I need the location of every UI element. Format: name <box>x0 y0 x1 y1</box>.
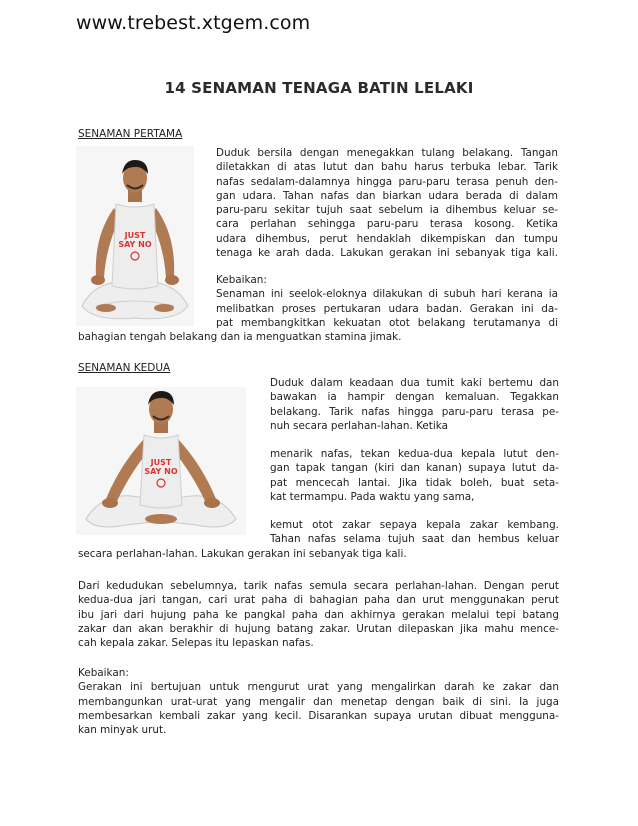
text-line: kan minyak urut. <box>78 724 167 737</box>
text-line: nuh secara perlahan-lahan. Ketika <box>270 419 448 432</box>
text-line: membangunkan urat-urat yang mengalir dan menetap dengan baik di sini. Ia juga <box>78 695 559 708</box>
kebaikan-label: Kebaikan: <box>78 667 129 679</box>
text-line: membesarkan kembali zakar yang kecil. Disarankan supaya urutan dibuat mengguna- <box>78 709 559 722</box>
text-line: kat termampu. Pada waktu yang sama, <box>270 490 475 503</box>
text-line: Gerakan ini bertujuan untuk rnengurut urat yang mengalirkan darah ke zakar dan <box>78 681 559 694</box>
text-line: Tahan nafas selama tujuh saat dan hembus keluar <box>270 533 559 546</box>
text-line: diletakkan di atas lutut dan bahu harus terbuka lebar. Tarik <box>216 161 558 174</box>
shirt-print-say-no: SAY NO <box>144 467 178 476</box>
section2-paragraph2 <box>78 579 559 650</box>
shirt-print-say-no: SAY NO <box>118 240 152 249</box>
section2-kebaikan <box>78 666 559 737</box>
watermark-url: www.trebest.xtgem.com <box>76 12 311 34</box>
kebaikan-label: Kebaikan: <box>216 274 267 286</box>
text-line: Senaman ini seelok-eloknya dilakukan di subuh hari kerana ia <box>216 288 558 301</box>
text-line: bawakan ia hampir dengan kemaluan. Tegakkan <box>270 391 559 404</box>
text-line: kedua-dua jari tangan, cari urat paha di bahagian paha dan urut menggunakan perut <box>78 594 559 607</box>
section-heading-pertama: SENAMAN PERTAMA <box>78 128 183 140</box>
text-line: cah kepala zakar. Selepas itu lepaskan nafas. <box>78 637 314 650</box>
text-line: ibu jari dari hujung paha ke pangkal paha dan akhirnya gerakan melalui tepi batang <box>78 608 559 621</box>
section1-kebaikan <box>216 273 558 330</box>
text-line: gan udara. Tahan nafas dan biarkan udara berada di dalam <box>216 189 558 202</box>
text-line: Dari kedudukan sebelumnya, tarik nafas semula secara perlahan-lahan. Dengan perut <box>78 580 559 592</box>
text-line: pat membangkitkan kekuatan otot belakang terutamanya di <box>216 316 558 329</box>
section1-kebaikan-tail <box>78 330 478 344</box>
text-line: belakang. Tarik nafas hingga paru-paru terasa pe- <box>270 405 559 418</box>
photo-butterfly-pose <box>76 387 246 535</box>
text-line: paru-paru sekitar tujuh saat sebelum ia dihembus keluar se- <box>216 204 558 217</box>
text-line: cara perlahan sehingga paru-paru terasa kosong. Ketika <box>216 218 558 231</box>
section-heading-kedua: SENAMAN KEDUA <box>78 362 171 374</box>
text-line: tenaga ke arah dada. Lakukan gerakan ini sebanyak tiga kali. <box>216 247 558 260</box>
section2-block3 <box>270 518 559 547</box>
section1-instructions <box>216 146 558 260</box>
text-line: bahagian tengah belakang dan ia menguatkan stamina jimak. <box>78 331 402 343</box>
text-line: menarik nafas, tekan kedua-dua kepala lutut den- <box>270 448 559 460</box>
page-title: 14 SENAMAN TENAGA BATIN LELAKI <box>164 79 474 97</box>
text-line: nafas sedalam-dalamnya hingga paru-paru terasa penuh den- <box>216 175 558 188</box>
text-line: Duduk bersila dengan menegakkan tulang belakang. Tangan <box>216 147 558 159</box>
text-line: udara dihembus, perut hendaklah dikempiskan dan tumpu <box>216 232 558 245</box>
text-line: secara perlahan-lahan. Lakukan gerakan ini sebanyak tiga kali. <box>78 548 407 560</box>
text-line: kemut otot zakar sepaya kepala zakar kembang. <box>270 519 559 531</box>
text-line: pat mencecah lantai. Jika tidak boleh, buat seta- <box>270 476 559 489</box>
section2-block1 <box>270 376 559 433</box>
photo-cross-legged-pose <box>76 146 194 326</box>
section2-block2 <box>270 447 559 504</box>
text-line: Duduk dalam keadaan dua tumit kaki bertemu dan <box>270 377 559 389</box>
text-line: zakar dan akan berakhir di hujung batang zakar. Urutan dilepaskan jika mahu mence- <box>78 622 559 635</box>
text-line: gan tapak tangan (kiri dan kanan) supaya lutut da- <box>270 462 559 475</box>
text-line: melibatkan proses pertukaran udara badan. Gerakan ini da- <box>216 302 558 315</box>
shirt-print-just: JUST <box>150 458 172 467</box>
section2-block3-tail <box>78 547 478 561</box>
shirt-print-just: JUST <box>124 231 146 240</box>
